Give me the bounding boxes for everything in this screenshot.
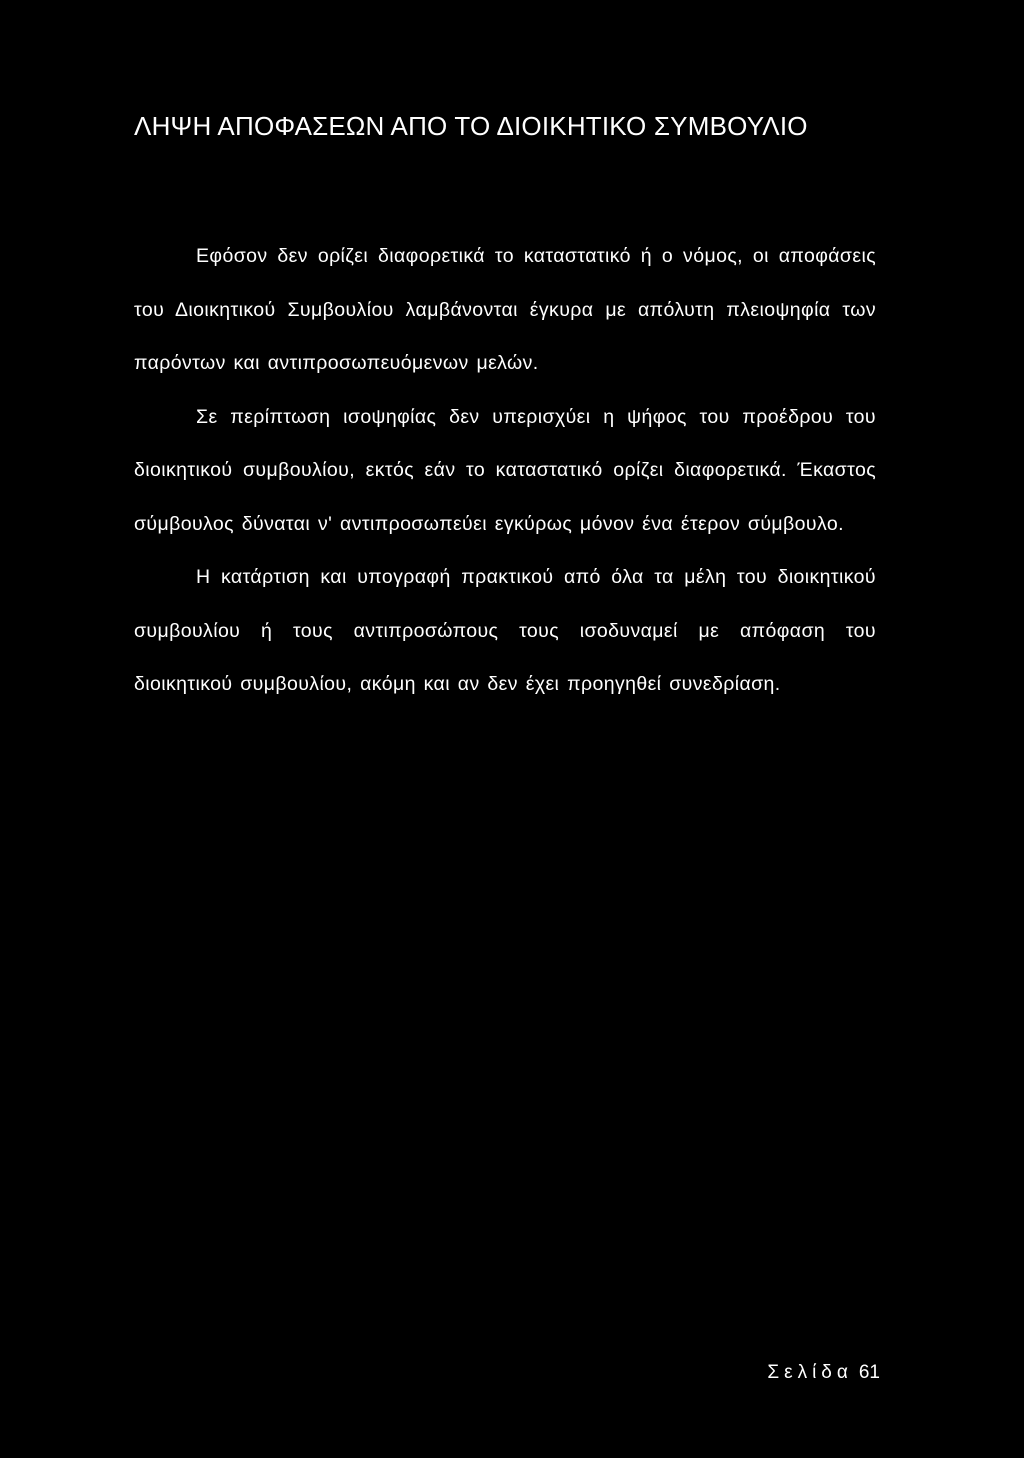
body-text: [134, 230, 876, 712]
paragraph-tie-vote: Σε περίπτωση ισοψηφίας δεν υπερισχύει η ψήφος του προέδρου του διοικητικού συμβουλίου, εκτός εάν το καταστατικό ορίζει διαφορετικά. Έκαστος σύμβουλος δύναται ν' αντιπροσωπεύει εγκύρως μόνον ένα έτερον σύμβουλο.: [134, 405, 876, 535]
page-title: ΛΗΨΗ ΑΠΟΦΑΣΕΩΝ ΑΠΟ ΤΟ ΔΙΟΙΚΗΤΙΚΟ ΣΥΜΒΟΥΛΙΟ: [134, 111, 808, 141]
page-number-value: 61: [858, 1362, 880, 1383]
paragraph-majority-rule: Εφόσον δεν ορίζει διαφορετικά το καταστατικό ή ο νόμος, οι αποφάσεις του Διοικητικού Συμβουλίου λαμβάνονται έγκυρα με απόλυτη πλειοψηφία των παρόντων και αντιπροσωπευόμενων μελών.: [134, 245, 876, 374]
paragraph-written-resolution: Η κατάρτιση και υπογραφή πρακτικού από όλα τα μέλη του διοικητικού συμβουλίου ή τους αντιπροσώπους τους ισοδυναμεί με απόφαση του διοικητικού συμβουλίου, ακόμη και αν δεν έχει προηγηθεί συνεδρίαση.: [134, 566, 876, 695]
page-number-label: Σελίδα: [767, 1362, 853, 1383]
page-number: [740, 1358, 880, 1388]
